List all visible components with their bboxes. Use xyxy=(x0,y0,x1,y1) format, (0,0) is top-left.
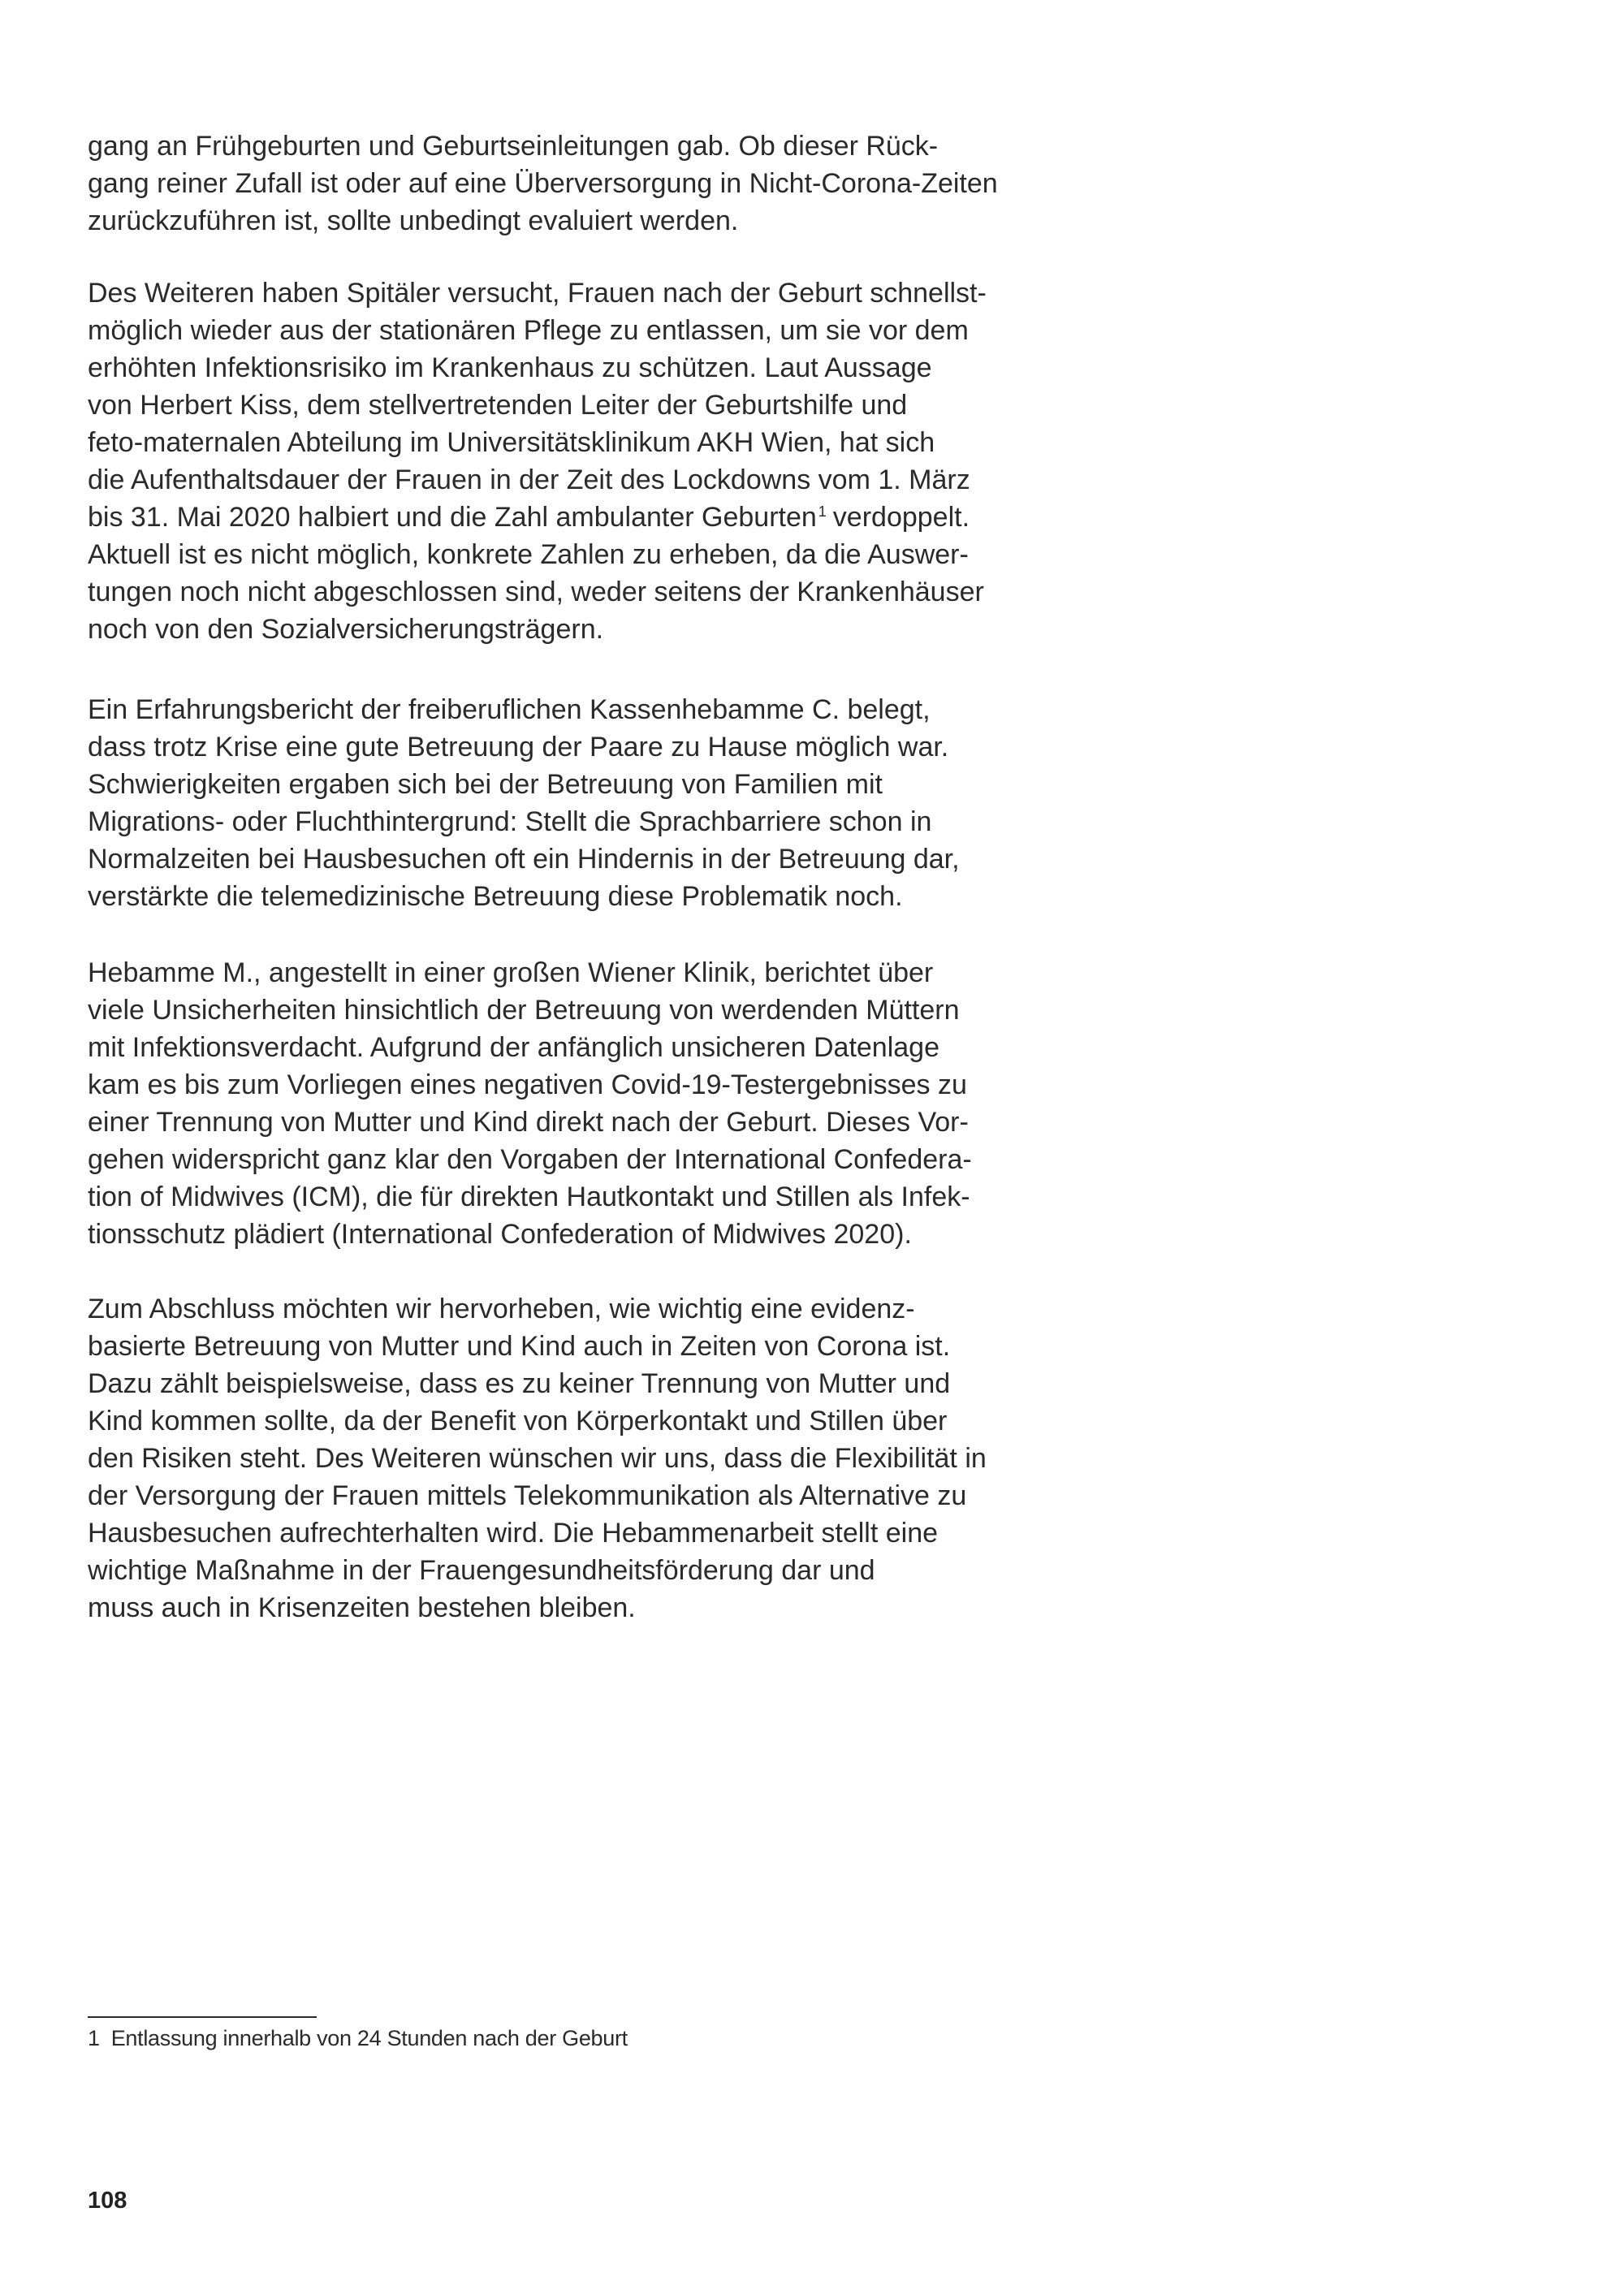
footnote-divider xyxy=(88,2016,317,2018)
footnote-reference[interactable]: 1 xyxy=(818,503,827,520)
text-line: gehen widerspricht ganz klar den Vorgaben der International Confedera- xyxy=(88,1144,972,1175)
text-fragment: bis 31. Mai 2020 halbiert und die Zahl ambulanter Geburten xyxy=(88,502,817,533)
text-line: der Versorgung der Frauen mittels Telekommunikation als Alternative zu xyxy=(88,1480,967,1511)
text-line: die Aufenthaltsdauer der Frauen in der Zeit des Lockdowns vom 1. März xyxy=(88,464,970,495)
text-line: kam es bis zum Vorliegen eines negativen Covid-19-Testergebnisses zu xyxy=(88,1069,967,1100)
text-line: viele Unsicherheiten hinsichtlich der Betreuung von werdenden Müttern xyxy=(88,995,960,1026)
paragraph-2 xyxy=(88,274,1005,648)
text-line: muss auch in Krisenzeiten bestehen bleiben. xyxy=(88,1592,636,1623)
text-line: Aktuell ist es nicht möglich, konkrete Zahlen zu erheben, da die Auswer- xyxy=(88,539,969,570)
text-line: mit Infektionsverdacht. Aufgrund der anfänglich unsicheren Datenlage xyxy=(88,1032,939,1063)
text-line: Migrations- oder Fluchthintergrund: Stellt die Sprachbarriere schon in xyxy=(88,806,932,837)
text-line: Normalzeiten bei Hausbesuchen oft ein Hindernis in der Betreuung dar, xyxy=(88,844,960,875)
text-line: tionsschutz plädiert (International Confederation of Midwives 2020). xyxy=(88,1219,912,1250)
text-line: gang an Frühgeburten und Geburtseinleitungen gab. Ob dieser Rück- xyxy=(88,131,939,162)
text-line: noch von den Sozialversicherungsträgern. xyxy=(88,614,604,645)
text-line: tion of Midwives (ICM), die für direkten Hautkontakt und Stillen als Infek- xyxy=(88,1182,970,1212)
text-line: einer Trennung von Mutter und Kind direkt nach der Geburt. Dieses Vor- xyxy=(88,1107,969,1138)
paragraph-1 xyxy=(88,127,1005,240)
page-number: 108 xyxy=(88,2188,127,2214)
text-line: Hebamme M., angestellt in einer großen Wiener Klinik, berichtet über xyxy=(88,957,934,988)
footnote-text: Entlassung innerhalb von 24 Stunden nach der Geburt xyxy=(110,2026,628,2050)
footnote xyxy=(88,2024,628,2052)
text-line: zurückzuführen ist, sollte unbedingt evaluiert werden. xyxy=(88,205,739,236)
text-line: Schwierigkeiten ergaben sich bei der Betreuung von Familien mit xyxy=(88,769,883,800)
text-line: möglich wieder aus der stationären Pflege zu entlassen, um sie vor dem xyxy=(88,315,969,346)
text-line: gang reiner Zufall ist oder auf eine Überversorgung in Nicht-Corona-Zeiten xyxy=(88,168,998,199)
text-line: den Risiken steht. Des Weiteren wünschen wir uns, dass die Flexibilität in xyxy=(88,1443,987,1474)
footnote-number: 1 xyxy=(88,2026,100,2050)
text-line: verstärkte die telemedizinische Betreuung diese Problematik noch. xyxy=(88,881,903,912)
text-line: von Herbert Kiss, dem stellvertretenden Leiter der Geburtshilfe und xyxy=(88,390,908,421)
text-line: Zum Abschluss möchten wir hervorheben, wie wichtig eine evidenz- xyxy=(88,1294,915,1324)
text-line: Dazu zählt beispielsweise, dass es zu keiner Trennung von Mutter und xyxy=(88,1368,951,1399)
text-line: tungen noch nicht abgeschlossen sind, weder seitens der Krankenhäuser xyxy=(88,577,984,607)
text-fragment: verdoppelt. xyxy=(832,502,970,533)
paragraph-5 xyxy=(88,1290,1005,1627)
text-line: feto-maternalen Abteilung im Universitätsklinikum AKH Wien, hat sich xyxy=(88,427,935,458)
text-line: erhöhten Infektionsrisiko im Krankenhaus zu schützen. Laut Aussage xyxy=(88,352,932,383)
paragraph-3 xyxy=(88,691,1005,915)
text-line: Kind kommen sollte, da der Benefit von Körperkontakt und Stillen über xyxy=(88,1406,948,1436)
text-line-with-footnote xyxy=(88,499,1005,536)
text-line: Ein Erfahrungsbericht der freiberuflichen Kassenhebamme C. belegt, xyxy=(88,694,931,725)
text-line: Des Weiteren haben Spitäler versucht, Frauen nach der Geburt schnellst- xyxy=(88,278,987,309)
text-line: Hausbesuchen aufrechterhalten wird. Die Hebammenarbeit stellt eine xyxy=(88,1518,939,1549)
paragraph-4 xyxy=(88,954,1005,1253)
text-line: dass trotz Krise eine gute Betreuung der Paare zu Hause möglich war. xyxy=(88,732,949,762)
text-line: wichtige Maßnahme in der Frauengesundheitsförderung dar und xyxy=(88,1555,875,1586)
text-line: basierte Betreuung von Mutter und Kind auch in Zeiten von Corona ist. xyxy=(88,1331,951,1362)
